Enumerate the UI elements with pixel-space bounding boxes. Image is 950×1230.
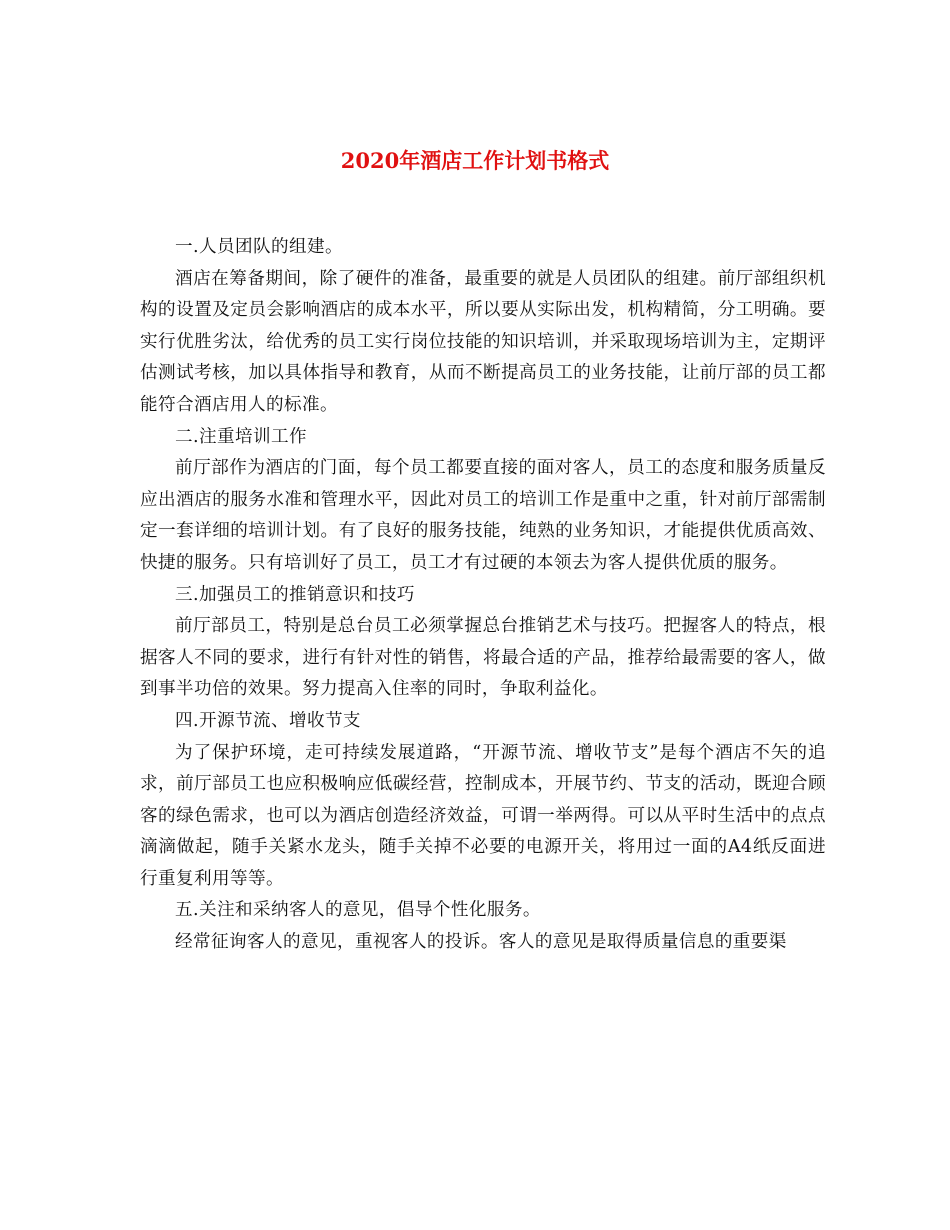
section-heading-5: 五.关注和采纳客人的意见，倡导个性化服务。 — [175, 900, 541, 921]
document-title: 2020年酒店工作计划书格式 — [340, 148, 610, 173]
paragraph-2: 前厅部作为酒店的门面，每个员工都要直接的面对客人，员工的态度和服务质量反应出酒店的服务水准和管理水平，因此对员工的培训工作是重中之重，针对前厅部需制定一套详细的培训计划。有了良好的服务技能，纯熟的业务知识，才能提供优质高效、快捷的服务。只有培训好了员工，员工才有过硬的本领去为客人提供优质的服务。 — [140, 458, 826, 573]
paragraph-3: 前厅部员工，特别是总台员工必须掌握总台推销艺术与技巧。把握客人的特点，根据客人不同的要求，进行有针对性的销售，将最合适的产品，推荐给最需要的客人，做到事半功倍的效果。努力提高入住率的同时，争取利益化。 — [140, 616, 826, 700]
paragraph-4: 为了保护环境，走可持续发展道路，“开源节流、增收节支”是每个酒店不矢的追求，前厅部员工也应积极响应低碳经营，控制成本，开展节约、节支的活动，既迎合顾客的绿色需求，也可以为酒店创造经济效益，可谓一举两得。可以从平时生活中的点点滴滴做起，随手关紧水龙头，随手关掉不必要的电源开关，将用过一面的A4纸反面进行重复利用等等。 — [140, 742, 826, 889]
section-heading-4: 四.开源节流、增收节支 — [175, 710, 361, 731]
paragraph-1: 酒店在筹备期间，除了硬件的准备，最重要的就是人员团队的组建。前厅部组织机构的设置及定员会影响酒店的成本水平，所以要从实际出发，机构精简，分工明确。要实行优胜劣汰，给优秀的员工实行岗位技能的知识培训，并采取现场培训为主，定期评估测试考核，加以具体指导和教育，从而不断提高员工的业务技能，让前厅部的员工都能符合酒店用人的标准。 — [140, 268, 826, 415]
section-heading-1: 一.人员团队的组建。 — [175, 237, 343, 257]
document-body — [140, 232, 826, 959]
section-heading-2: 二.注重培训工作 — [175, 426, 307, 447]
paragraph-5: 经常征询客人的意见，重视客人的投诉。客人的意见是取得质量信息的重要渠 — [175, 932, 787, 953]
section-heading-3: 三.加强员工的推销意识和技巧 — [175, 584, 415, 605]
